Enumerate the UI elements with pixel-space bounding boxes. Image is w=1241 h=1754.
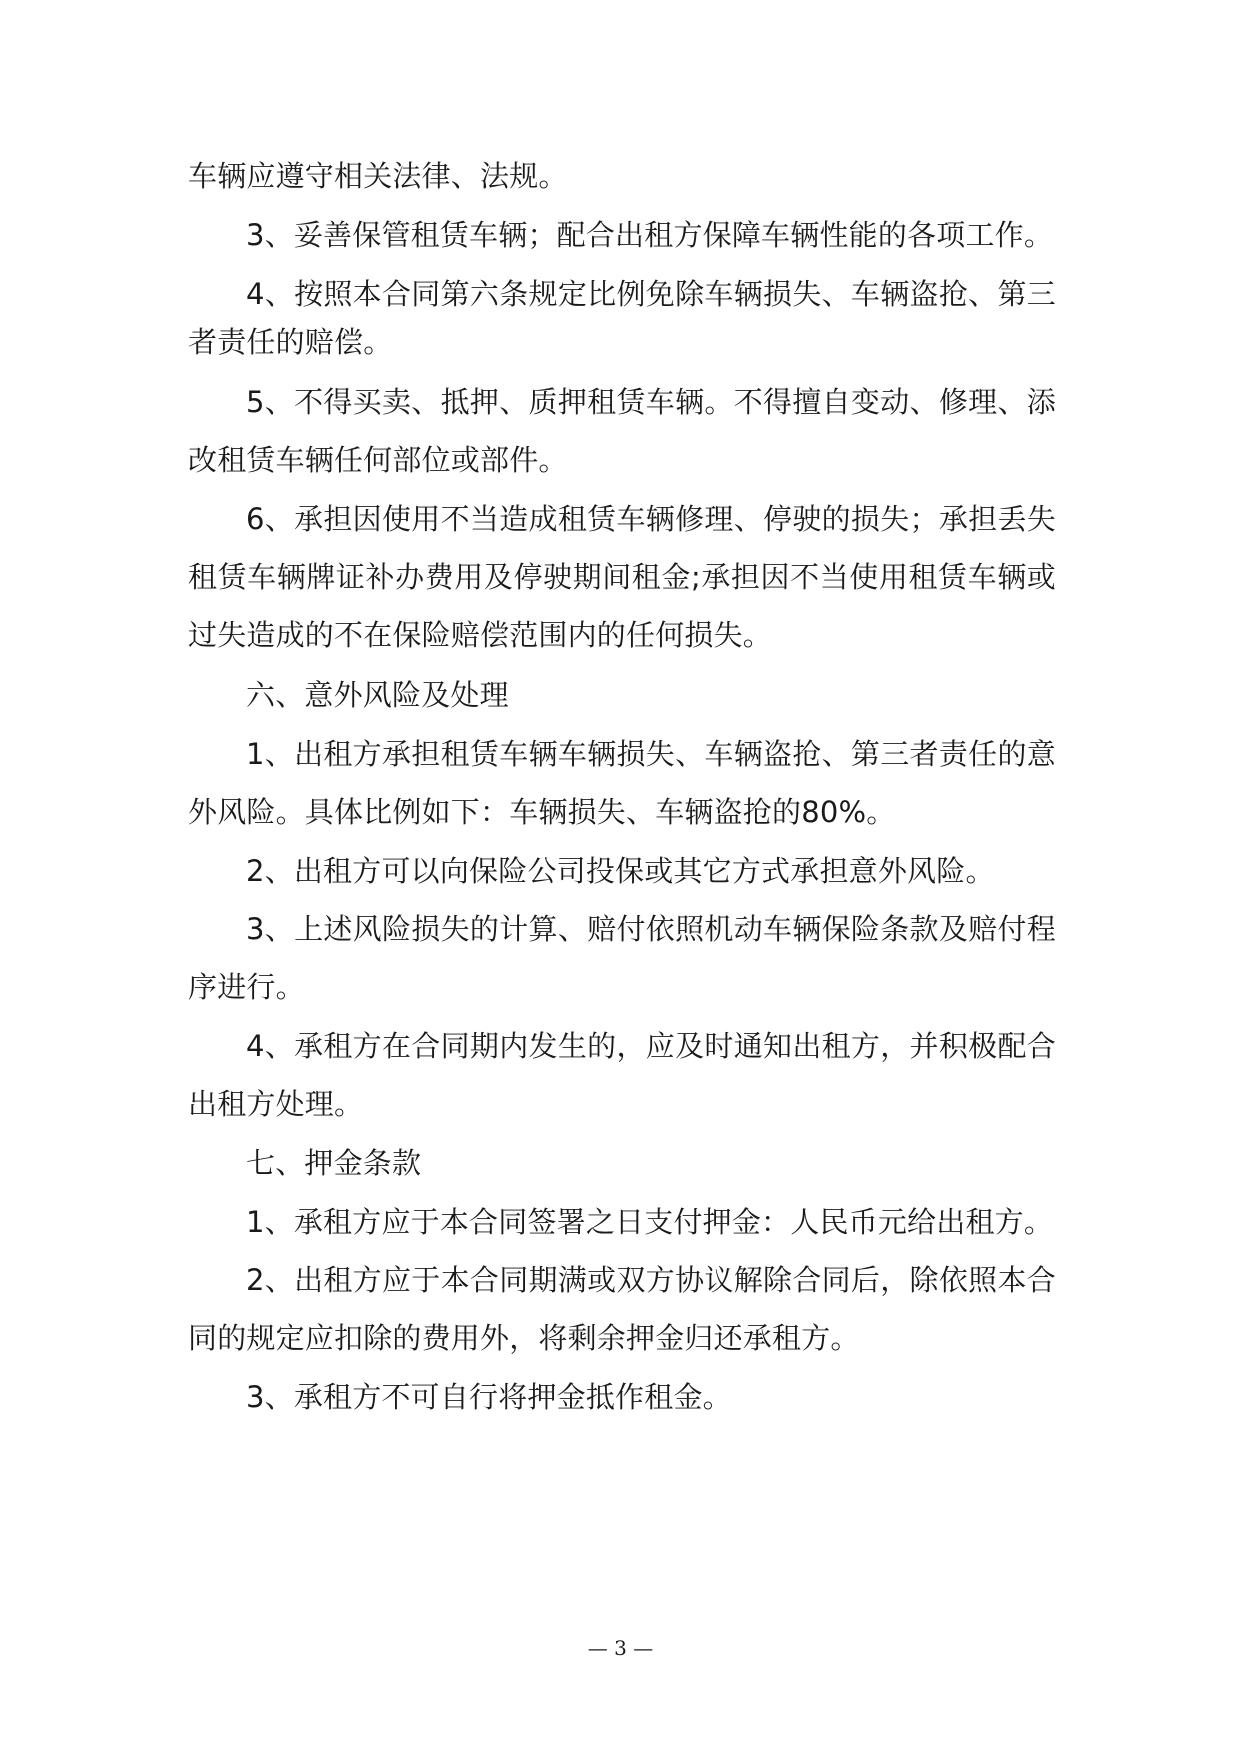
paragraph-line: 3、妥善保管租赁车辆；配合出租方保障车辆性能的各项工作。	[246, 218, 1054, 252]
paragraph-line: 1、承租方应于本合同签署之日支付押金：人民币元给出租方。	[246, 1205, 1054, 1239]
paragraph-line: 外风险。具体比例如下：车辆损失、车辆盗抢的80%。	[188, 795, 896, 829]
paragraph-line: 4、承租方在合同期内发生的，应及时通知出租方，并积极配合	[246, 1029, 1056, 1063]
paragraph-line: 改租赁车辆任何部位或部件。	[188, 443, 568, 477]
paragraph-line: 1、出租方承担租赁车辆车辆损失、车辆盗抢、第三者责任的意	[246, 737, 1056, 771]
paragraph-line: 车辆应遵守相关法律、法规。	[188, 159, 568, 193]
paragraph-line: 序进行。	[188, 970, 305, 1004]
paragraph-line: 同的规定应扣除的费用外，将剩余押金归还承租方。	[188, 1321, 860, 1355]
paragraph-line: 3、上述风险损失的计算、赔付依照机动车辆保险条款及赔付程	[246, 912, 1056, 946]
paragraph-line: 出租方处理。	[188, 1087, 364, 1121]
paragraph-line: 3、承租方不可自行将押金抵作租金。	[246, 1380, 732, 1414]
paragraph-line: 者责任的赔偿。	[188, 325, 393, 359]
paragraph-line: 5、不得买卖、抵押、质押租赁车辆。不得擅自变动、修理、添	[246, 385, 1056, 419]
paragraph-line: 过失造成的不在保险赔偿范围内的任何损失。	[188, 618, 773, 652]
paragraph-line: 六、意外风险及处理	[246, 678, 509, 712]
paragraph-line: 租赁车辆牌证补办费用及停驶期间租金;承担因不当使用租赁车辆或	[188, 560, 1056, 594]
paragraph-line: 七、押金条款	[246, 1146, 422, 1180]
paragraph-line: 6、承担因使用不当造成租赁车辆修理、停驶的损失；承担丢失	[246, 502, 1056, 536]
paragraph-line: 2、出租方可以向保险公司投保或其它方式承担意外风险。	[246, 854, 995, 888]
page-number: — 3 —	[587, 1636, 654, 1660]
paragraph-line: 2、出租方应于本合同期满或双方协议解除合同后，除依照本合	[246, 1263, 1056, 1297]
paragraph-line: 4、按照本合同第六条规定比例免除车辆损失、车辆盗抢、第三	[246, 277, 1056, 311]
